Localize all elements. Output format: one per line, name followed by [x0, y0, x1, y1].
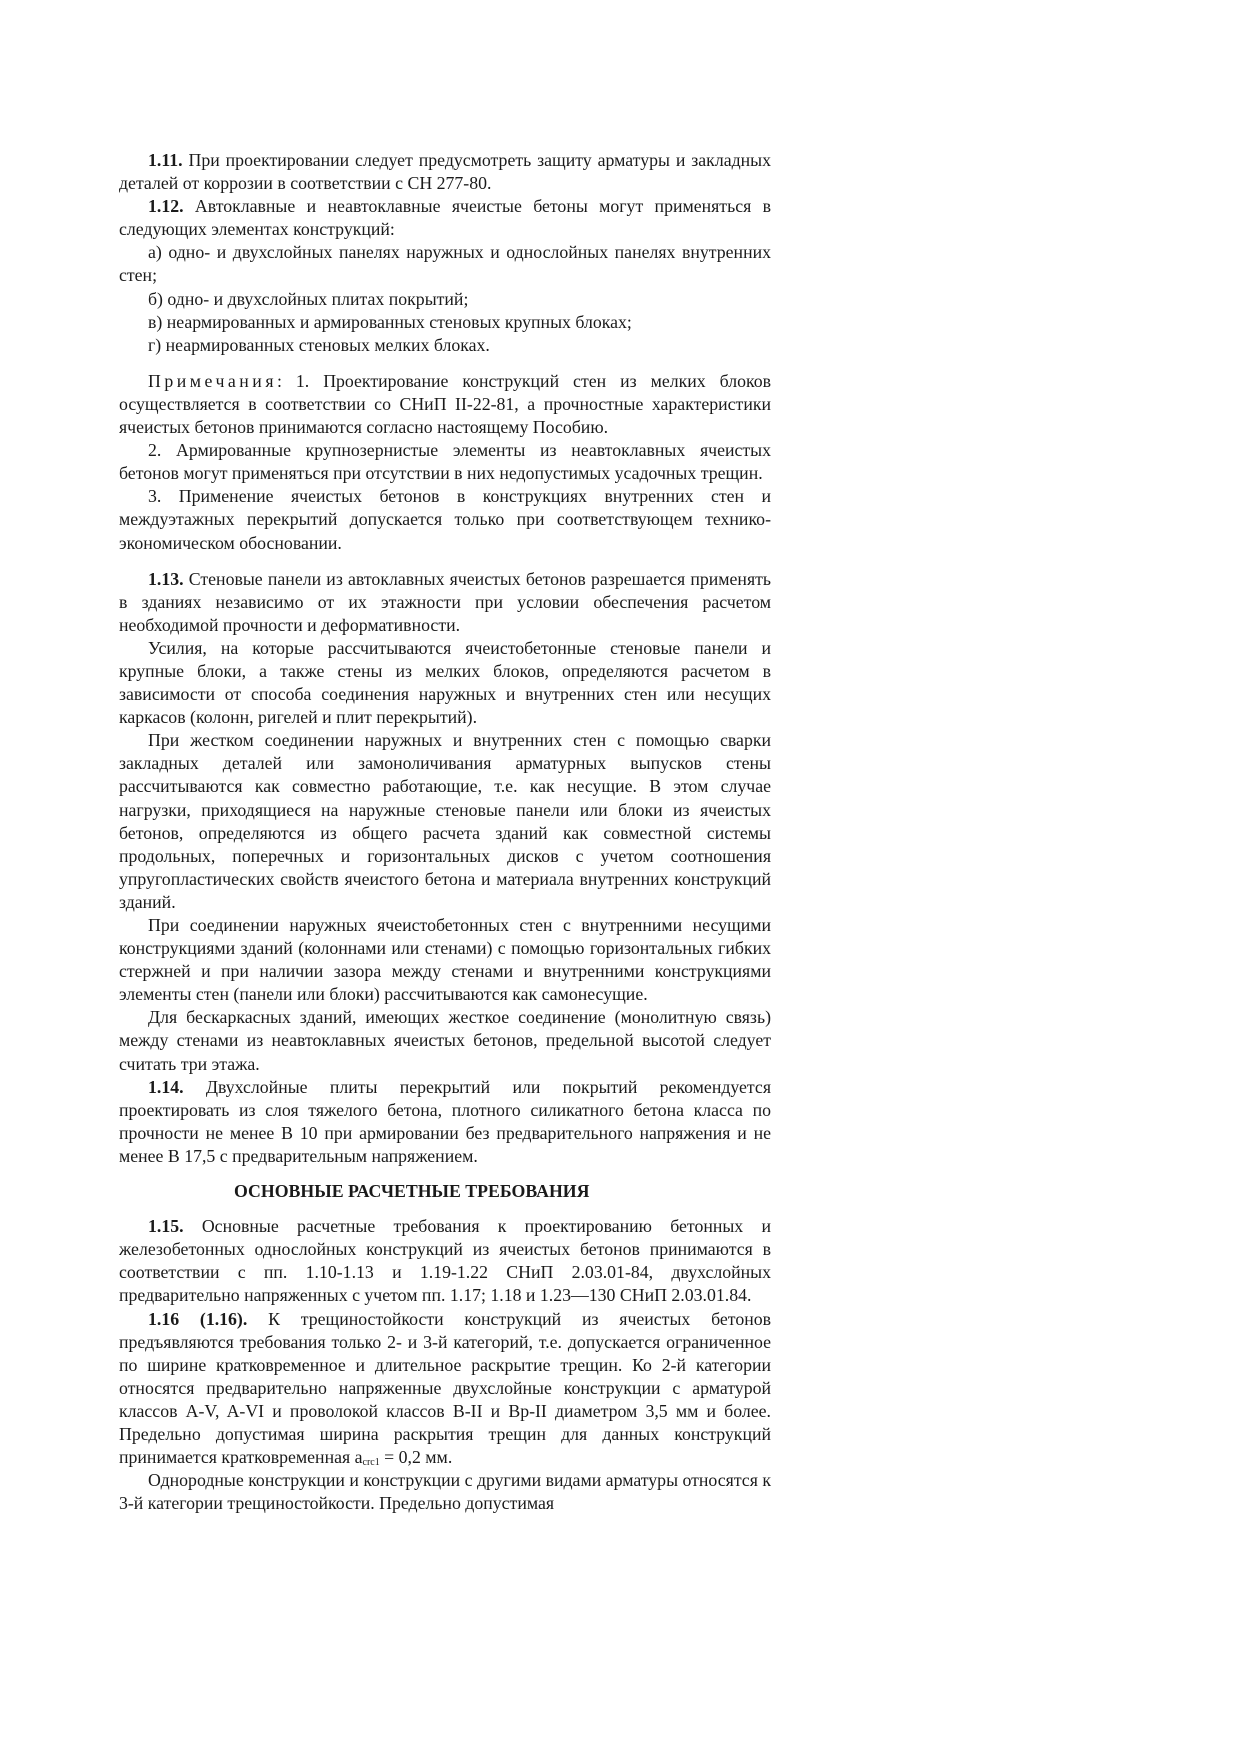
clause-number: 1.14. — [148, 1076, 184, 1097]
note-1-text: : 1. Проектирование конструкций стен из мелких блоков осуществляется в соответствии со СНиП II-22-81, а прочностные характеристики ячеистых бетонов принимаются согласно настоящему Пособию. — [119, 370, 771, 438]
list-item-g: г) неармированных стеновых мелких блоках. — [148, 334, 490, 355]
document-page — [119, 149, 771, 1515]
paragraph-text-tail: = 0,2 мм. — [379, 1447, 453, 1468]
paragraph-1-13-flexible: При соединении наружных ячеистобетонных стен с внутренними несущими конструкциями зданий (колоннами или стенами) с помощью горизонтальных гибких стержней и при наличии зазора между стенами и внутренними конструкциями элементы стен (панели или блоки) рассчитываются как самонесущие. — [119, 915, 771, 1005]
paragraph-1-11 — [119, 149, 771, 195]
notes-label: Примечания — [148, 370, 277, 391]
clause-number: 1.16 (1.16). — [148, 1308, 248, 1329]
clause-number: 1.13. — [148, 568, 184, 589]
note-1 — [119, 370, 771, 439]
list-item-b: б) одно- и двухслойных плитах покрытий; — [148, 288, 469, 309]
paragraph-1-13-forces: Усилия, на которые рассчитываются ячеистобетонные стеновые панели и крупные блоки, а также стены из мелких блоков, определяются расчетом в зависимости от способа соединения наружных и внутренних стен или несущих каркасов (колонн, ригелей и плит перекрытий). — [119, 637, 771, 728]
paragraph-text: Основные расчетные требования к проектированию бетонных и железобетонных однослойных конструкций из ячеистых бетонов принимаются в соответствии с пп. 1.10-1.13 и 1.19-1.22 СНиП 2.03.01-84, двухслойных предварительно напряженных с учетом пп. 1.17; 1.18 и 1.23—130 СНиП 2.03.01.84. — [119, 1216, 771, 1306]
paragraph-1-15 — [119, 1215, 771, 1307]
paragraph-text: К трещиностойкости конструкций из ячеистых бетонов предъявляются требования только 2- и 3-й категорий, т.е. допускается ограниченное по ширине кратковременное и длительное раскрытие трещин. Ко 2-й категории относятся предварительно напряженные двухслойные конструкции с арматурой классов A-V, A-VI и проволокой классов В-II и Вр-II диаметром 3,5 мм и более. Предельно допустимая ширина раскрытия трещин для данных конструкций принимается кратковременная a — [119, 1308, 772, 1468]
note-2: 2. Армированные крупнозернистые элементы из неавтоклавных ячеистых бетонов могут применяться при отсутствии в них недопустимых усадочных трещин. — [119, 440, 771, 484]
paragraph-1-16-homogeneous: Однородные конструкции и конструкции с другими видами арматуры относятся к 3-й категории трещиностойкости. Предельно допустимая — [119, 1470, 771, 1514]
note-3: 3. Применение ячеистых бетонов в конструкциях внутренних стен и междуэтажных перекрытий допускается только при соответствующем технико-экономическом обосновании. — [119, 486, 771, 553]
section-heading: ОСНОВНЫЕ РАСЧЕТНЫЕ ТРЕБОВАНИЯ — [234, 1181, 590, 1202]
paragraph-1-13-frameless: Для бескаркасных зданий, имеющих жесткое соединение (монолитную связь) между стенами из неавтоклавных ячеистых бетонов, предельной высотой следует считать три этажа. — [119, 1007, 771, 1074]
clause-number: 1.11. — [148, 150, 183, 170]
paragraph-text: Двухслойные плиты перекрытий или покрытий рекомендуется проектировать из слоя тяжелого бетона, плотного силикатного бетона класса по прочности не менее В 10 при армировании без предварительного напряжения и не менее В 17,5 с предварительным напряжением. — [119, 1076, 771, 1166]
paragraph-1-13-rigid: При жестком соединении наружных и внутренних стен с помощью сварки закладных деталей или замоноличивания арматурных выпусков стены рассчитываются как совместно работающие, т.е. как несущие. В этом случае нагрузки, приходящиеся на наружные стеновые панели или блоки из ячеистых бетонов, определяются из общего расчета зданий как совместной системы продольных, поперечных и горизонтальных дисков с учетом соотношения упругопластических свойств ячеистого бетона и материала внутренних конструкций зданий. — [119, 730, 771, 912]
paragraph-text: Стеновые панели из автоклавных ячеистых бетонов разрешается применять в зданиях независимо от их этажности при условии обеспечения расчетом необходимой прочности и деформативности. — [119, 568, 771, 635]
paragraph-text: При проектировании следует предусмотреть защиту арматуры и закладных деталей от коррозии в соответствии с СН 277-80. — [119, 150, 771, 194]
paragraph-1-13 — [119, 568, 771, 637]
list-item-a: а) одно- и двухслойных панелях наружных и однослойных панелях внутренних стен; — [119, 242, 771, 286]
paragraph-1-14 — [119, 1076, 771, 1168]
paragraph-1-12 — [119, 195, 771, 241]
clause-number: 1.12. — [148, 196, 184, 217]
paragraph-text: Автоклавные и неавтоклавные ячеистые бетоны могут применяться в следующих элементах конструкций: — [119, 196, 771, 240]
subscript-crc1: crc1 — [362, 1457, 380, 1469]
list-item-v: в) неармированных и армированных стеновых крупных блоках; — [148, 311, 632, 332]
clause-number: 1.15. — [148, 1216, 184, 1237]
paragraph-1-16 — [119, 1308, 771, 1470]
